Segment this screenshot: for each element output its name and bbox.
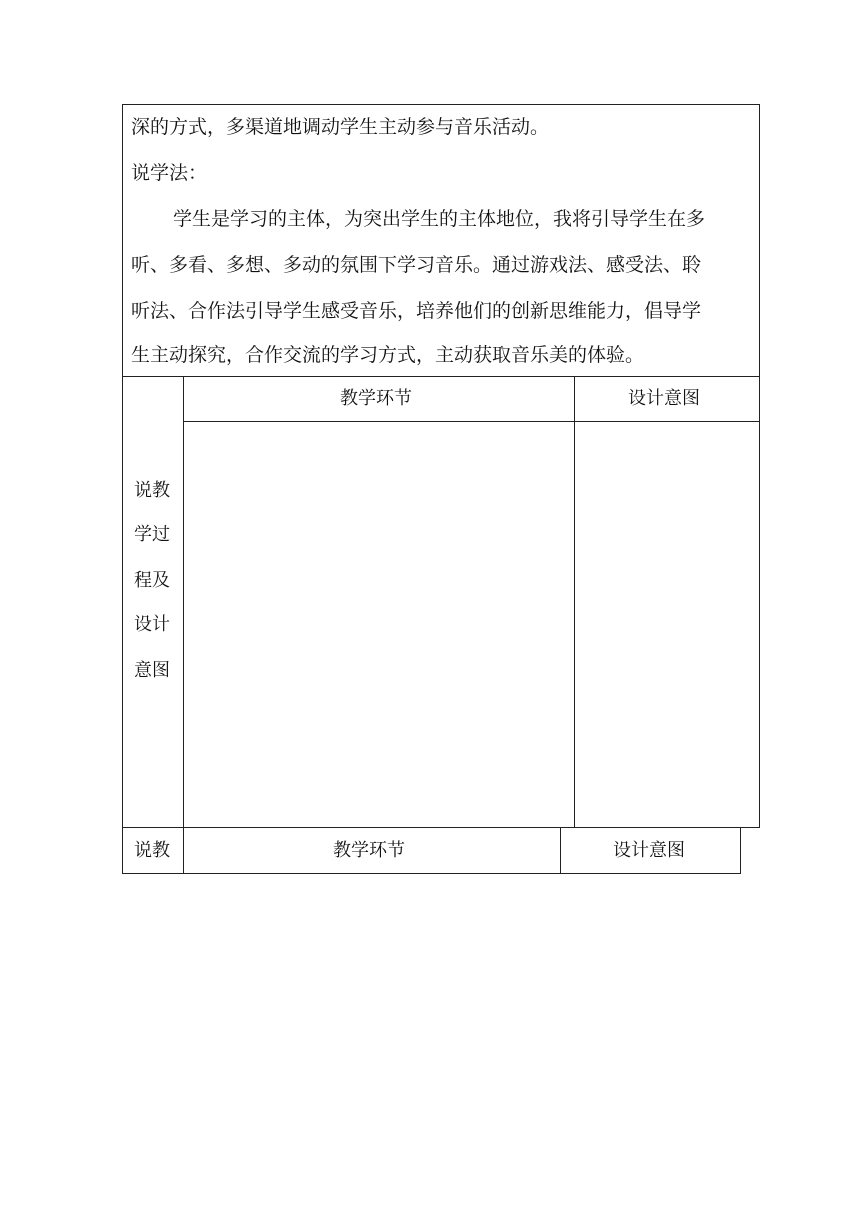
process-side-label-2: 学过 [134, 524, 170, 545]
process-side-cell [122, 376, 184, 828]
next-step-header: 教学环节 [333, 840, 405, 861]
next-intent-header: 设计意图 [613, 840, 685, 861]
process-side-label-5: 意图 [134, 660, 170, 681]
process-step-header: 教学环节 [340, 388, 412, 409]
process-intent-header: 设计意图 [628, 388, 700, 409]
process-side-label-4: 设计 [134, 614, 170, 635]
process-intent-body-cell [574, 421, 760, 828]
process-side-label-1: 说教 [134, 480, 170, 501]
paragraph-line-3: 听法、合作法引导学生感受音乐，培养他们的创新思维能力，倡导学 [131, 300, 702, 322]
process-step-body-cell [183, 421, 575, 828]
paragraph-line-4: 生主动探究，合作交流的学习方式，主动获取音乐美的体验。 [131, 344, 645, 366]
process-side-label-3: 程及 [134, 570, 170, 591]
learning-method-heading: 说学法： [131, 162, 208, 184]
paragraph-line-1: 学生是学习的主体，为突出学生的主体地位，我将引导学生在多 [173, 208, 706, 230]
intro-line-1: 深的方式，多渠道地调动学生主动参与音乐活动。 [131, 116, 550, 138]
next-side-label: 说教 [134, 840, 170, 861]
paragraph-line-2: 听、多看、多想、多动的氛围下学习音乐。通过游戏法、感受法、聆 [131, 254, 702, 276]
